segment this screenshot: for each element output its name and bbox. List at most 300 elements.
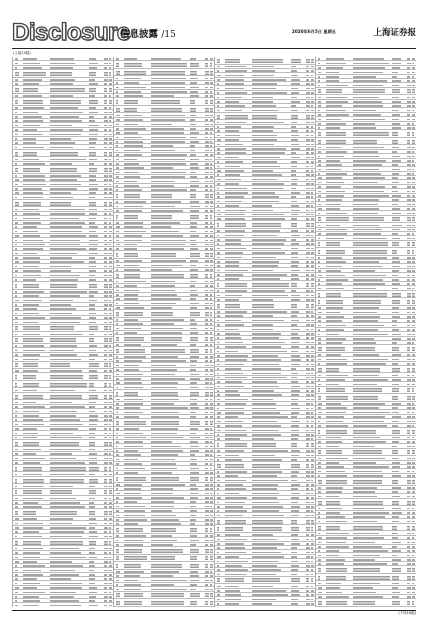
table-cell-text [116, 501, 119, 503]
table-cell-text [190, 584, 197, 586]
table-cell-text [392, 363, 398, 365]
table-cell-text [225, 333, 240, 335]
table-cell-text [205, 382, 208, 384]
table-cell-text [252, 386, 278, 388]
table-cell-text [205, 528, 208, 532]
table-cell-text [190, 369, 196, 371]
table-cell-text [15, 179, 19, 181]
table-cell-text [104, 159, 107, 161]
table-cell-text [306, 552, 309, 554]
table-cell-text [217, 311, 221, 313]
table-cell-text [124, 91, 141, 93]
table-cell-text [407, 441, 409, 443]
table-cell-text [15, 557, 18, 559]
table-cell-text [15, 433, 18, 435]
table-cell-text [104, 279, 106, 281]
table-cell-text [217, 101, 220, 103]
table-cell-text [50, 390, 74, 392]
table-cell-text [225, 425, 241, 427]
table-cell-text [104, 266, 107, 268]
table-cell-text [15, 235, 19, 237]
table-cell-text [89, 462, 98, 464]
table-cell-text [210, 137, 212, 139]
table-cell-text [205, 185, 208, 187]
table-cell-text [210, 468, 212, 470]
table-cell-text [109, 338, 111, 342]
table-cell-text [151, 428, 177, 430]
table-cell-text [291, 408, 300, 410]
table-cell-text [116, 194, 119, 198]
table-cell-text [407, 191, 410, 193]
table-cell-text [205, 356, 207, 358]
table-cell-text [23, 552, 40, 554]
table-cell-text [15, 112, 18, 114]
table-cell-text [190, 115, 197, 117]
table-cell-text [89, 313, 96, 315]
table-cell-text [217, 183, 220, 185]
table-cell-text [412, 430, 415, 434]
table-cell-text [116, 356, 119, 358]
table-cell-text [104, 433, 107, 435]
table-cell-text [89, 231, 97, 233]
table-cell-text [217, 337, 220, 339]
table-cell-text [392, 151, 398, 153]
table-cell-text [225, 547, 245, 549]
table-cell-text [326, 441, 342, 443]
table-cell-text [124, 253, 138, 257]
table-cell-text [311, 510, 313, 512]
table-cell-text [116, 571, 120, 573]
table-cell-text [407, 85, 410, 87]
table-cell-text [217, 329, 220, 331]
table-cell-text [210, 119, 213, 121]
table-cell-text [210, 412, 212, 414]
table-cell-text [89, 583, 96, 585]
table-cell-text [104, 300, 108, 302]
table-cell-text [407, 425, 411, 427]
table-cell-text [407, 430, 410, 434]
table-cell-text [210, 215, 212, 219]
table-cell-text [306, 484, 309, 486]
table-cell-text [311, 475, 313, 477]
table-cell-text [190, 441, 198, 443]
table-cell-text [190, 319, 196, 321]
table-cell-text [412, 475, 415, 477]
table-cell-text [217, 304, 221, 308]
table-cell-text [205, 124, 209, 126]
table-cell-text [412, 421, 415, 423]
table-cell-text [89, 375, 98, 379]
table-cell-text [217, 75, 221, 77]
table-cell-text [225, 299, 239, 301]
table-cell-text [407, 462, 411, 464]
table-cell-text [353, 261, 378, 263]
table-cell-text [89, 58, 96, 60]
table-cell-text [109, 578, 112, 580]
table-cell-text [151, 337, 181, 341]
table-cell-text [318, 97, 321, 99]
table-cell-text [306, 355, 310, 357]
table-cell-text [89, 345, 98, 347]
table-cell-text [318, 89, 321, 93]
table-cell-text [252, 304, 274, 308]
table-cell-text [116, 137, 119, 139]
table-cell-text [326, 347, 345, 351]
table-cell-text [311, 497, 314, 499]
table-cell-text [412, 101, 414, 103]
table-cell-text [407, 480, 411, 484]
table-cell-text [89, 197, 95, 199]
table-cell-text [217, 248, 221, 250]
table-cell-text [353, 72, 383, 74]
table-cell-text [124, 312, 143, 316]
table-cell-text [104, 453, 107, 455]
table-cell-text [205, 307, 209, 309]
table-cell-text [23, 218, 40, 220]
table-cell-text [116, 265, 120, 267]
table-cell-text [412, 446, 415, 448]
table-cell-text [291, 235, 300, 237]
table-cell-text [151, 128, 183, 130]
table-cell-text [311, 265, 314, 267]
table-cell-text [15, 222, 18, 224]
table-row [114, 251, 214, 259]
table-cell-text [23, 253, 37, 255]
table-cell-text [109, 354, 112, 356]
table-cell-text [50, 354, 76, 356]
table-cell-text [412, 412, 414, 414]
table-cell-text [412, 462, 414, 464]
table-cell-text [15, 486, 18, 488]
table-cell-text [23, 152, 37, 156]
table-cell-text [407, 450, 409, 454]
table-cell-text [210, 571, 212, 573]
table-cell-text [23, 244, 45, 246]
table-cell-text [311, 377, 314, 379]
table-cell-text [190, 124, 196, 126]
table-cell-text [104, 291, 108, 293]
table-cell-text [104, 557, 108, 559]
table-cell-text [151, 185, 174, 187]
table-cell-text [151, 222, 179, 224]
table-cell-text [15, 79, 18, 81]
table-cell-text [109, 570, 111, 572]
table-cell-text [89, 213, 97, 215]
table-cell-text [190, 450, 199, 452]
table-cell-text [311, 506, 313, 508]
table-cell-text [151, 281, 174, 283]
table-cell-text [23, 63, 40, 65]
table-cell-text [104, 270, 107, 272]
table-cell-text [407, 119, 409, 121]
table-cell-text [23, 120, 43, 122]
table-cell-text [104, 168, 108, 172]
table-cell-text [306, 373, 309, 375]
table-cell-text [225, 464, 244, 468]
table-cell-text [124, 484, 142, 486]
table-cell-text [89, 561, 95, 563]
table-cell-text [190, 506, 196, 508]
table-cell-text [89, 424, 98, 426]
table-cell-text [210, 564, 213, 568]
table-cell-text [190, 360, 197, 362]
table-cell-text [109, 518, 112, 520]
table-cell-text [392, 85, 399, 87]
table-cell-text [104, 142, 106, 144]
table-cell-text [318, 242, 321, 246]
table-cell-text [50, 548, 79, 550]
table-cell-text [124, 185, 139, 187]
table-cell-text [412, 596, 415, 598]
table-cell-text [412, 441, 415, 443]
table-cell-text [412, 195, 415, 197]
table-cell-text [291, 515, 299, 517]
table-cell-text [318, 491, 322, 493]
table-cell-text [109, 279, 112, 281]
table-cell-text [124, 601, 142, 605]
table-cell-text [407, 132, 410, 136]
table-cell-text [311, 346, 314, 348]
table-cell-text [104, 486, 108, 488]
table-cell-text [205, 378, 209, 380]
table-cell-text [50, 188, 76, 190]
table-cell-text [151, 312, 173, 316]
table-cell-text [15, 565, 18, 567]
table-cell-text [50, 248, 86, 250]
table-cell-text [252, 223, 281, 227]
table-cell-text [353, 368, 380, 372]
table-cell-text [190, 392, 199, 396]
table-cell-text [407, 559, 411, 561]
table-cell-text [291, 569, 298, 571]
table-cell-text [210, 323, 212, 325]
table-cell-text [318, 466, 321, 468]
table-cell-text [151, 154, 187, 156]
table-cell-text [326, 238, 344, 240]
table-cell-text [104, 354, 107, 356]
table-cell-text [205, 337, 208, 341]
table-column [315, 57, 416, 607]
table-cell-text [225, 205, 239, 207]
table-cell-text [190, 593, 200, 597]
table-cell-text [190, 412, 196, 414]
table-cell-text [15, 442, 18, 446]
table-cell-text [89, 557, 98, 559]
table-cell-text [252, 92, 287, 94]
table-cell-text [225, 144, 243, 146]
table-cell-text [318, 132, 322, 136]
table-cell-text [104, 192, 107, 194]
table-cell-text [210, 63, 212, 67]
table-cell-text [225, 75, 244, 77]
table-cell-text [291, 214, 298, 216]
table-cell-text [210, 454, 212, 456]
table-cell-text [306, 534, 309, 536]
table-cell-text [151, 403, 173, 405]
table-cell-text [291, 359, 301, 361]
table-cell-text [23, 383, 39, 387]
table-cell-text [23, 390, 37, 392]
table-cell-text [217, 205, 220, 207]
table-cell-text [116, 95, 120, 97]
table-cell-text [109, 498, 111, 500]
table-cell-text [353, 199, 378, 201]
table-cell-text [311, 70, 314, 72]
table-cell-text [190, 215, 199, 219]
table-cell-text [306, 493, 309, 495]
table-cell-text [412, 105, 414, 107]
table-cell-text [151, 141, 184, 143]
table-cell-text [50, 506, 84, 508]
table-cell-text [217, 283, 219, 287]
table-cell-text [306, 506, 310, 508]
table-cell-text [225, 183, 239, 185]
table-cell-text [392, 195, 401, 197]
table-cell-text [318, 583, 322, 585]
table-cell-text [407, 537, 410, 539]
table-cell-text [412, 169, 414, 171]
table-cell-text [104, 536, 108, 538]
table-cell-text [109, 531, 111, 533]
table-cell-text [151, 226, 171, 228]
table-row [114, 547, 214, 555]
table-cell-text [306, 83, 310, 85]
table-cell-text [124, 488, 141, 490]
table-cell-text [392, 67, 400, 69]
table-cell-text [412, 325, 415, 327]
table-cell-text [306, 386, 310, 388]
table-row [13, 465, 113, 473]
table-cell-text [392, 596, 400, 598]
table-cell-text [15, 390, 18, 392]
table-cell-text [311, 527, 313, 531]
table-cell-text [124, 235, 141, 237]
table-cell-text [50, 213, 85, 215]
table-cell-text [124, 584, 141, 586]
table-cell-text [109, 490, 112, 494]
table-cell-text [225, 311, 247, 313]
table-cell-text [306, 218, 309, 220]
table-cell-text [15, 107, 18, 109]
table-cell-text [89, 179, 97, 181]
table-cell-text [109, 375, 111, 379]
table-cell-text [124, 349, 145, 353]
table-cell-text [392, 288, 398, 290]
table-cell-text [311, 122, 314, 124]
table-cell-text [151, 580, 186, 582]
table-cell-text [109, 506, 112, 508]
table-cell-text [217, 412, 221, 414]
table-cell-text [252, 144, 274, 146]
table-cell-text [50, 502, 80, 504]
table-cell-text [326, 80, 339, 82]
table-cell-text [116, 454, 119, 456]
table-cell-text [392, 475, 401, 477]
table-cell-text [217, 130, 221, 132]
table-cell-text [89, 518, 97, 520]
table-cell-text [217, 230, 221, 232]
table-cell-text [217, 192, 220, 194]
table-cell-text [210, 501, 212, 503]
table-cell-text [326, 516, 345, 518]
table-cell-text [412, 521, 415, 523]
table-cell-text [151, 387, 177, 389]
table-cell-text [392, 563, 399, 565]
table-cell-text [407, 512, 409, 514]
table-cell-text [407, 110, 410, 112]
table-cell-text [116, 337, 120, 341]
table-cell-text [15, 152, 18, 156]
table-cell-text [210, 477, 212, 481]
table-cell-text [190, 446, 200, 448]
table-cell-text [109, 402, 112, 404]
table-cell-text [225, 274, 243, 276]
table-cell-text [116, 437, 119, 439]
table-cell-text [217, 157, 221, 159]
table-cell-text [306, 75, 309, 77]
table-cell-text [151, 82, 185, 84]
table-cell-text [116, 210, 120, 212]
table-cell-text [205, 441, 209, 443]
table-cell-text [392, 487, 401, 489]
table-row [215, 302, 315, 310]
table-cell-text [392, 537, 398, 539]
table-cell-text [109, 295, 111, 297]
table-cell-text [190, 265, 197, 267]
table-cell-text [23, 453, 36, 455]
table-cell-text [353, 576, 389, 580]
table-cell-text [190, 181, 199, 183]
table-cell-text [252, 261, 279, 263]
table-cell-text [252, 527, 281, 531]
table-cell-text [89, 275, 95, 277]
table-cell-text [23, 502, 38, 504]
table-cell-text [311, 578, 313, 582]
table-cell-text [50, 442, 78, 446]
table-cell-text [392, 97, 400, 99]
table-cell-text [210, 58, 213, 60]
table-cell-text [318, 283, 321, 285]
table-cell-text [89, 222, 95, 224]
table-cell-text [306, 408, 308, 410]
table-cell-text [104, 592, 107, 594]
table-cell-text [252, 475, 277, 477]
table-cell-text [318, 300, 320, 304]
table-row [13, 86, 113, 94]
table-cell-text [50, 184, 80, 186]
table-cell-text [124, 78, 141, 80]
table-cell-text [210, 91, 212, 93]
table-cell-text [311, 235, 313, 237]
table-cell-text [407, 379, 411, 381]
table-cell-text [205, 450, 208, 452]
table-cell-text [306, 586, 308, 588]
table-cell-text [412, 384, 415, 386]
table-cell-text [89, 235, 98, 237]
table-cell-text [109, 334, 111, 336]
table-cell-text [311, 373, 313, 375]
table-cell-text [109, 209, 112, 211]
table-cell-text [326, 546, 349, 548]
table-cell-text [318, 526, 322, 530]
table-cell-text [210, 167, 212, 169]
table-cell-text [89, 107, 96, 109]
table-cell-text [205, 463, 208, 465]
table-cell-text [353, 526, 383, 530]
table-cell-text [225, 368, 241, 370]
table-cell-text [15, 338, 18, 342]
table-cell-text [306, 144, 310, 146]
